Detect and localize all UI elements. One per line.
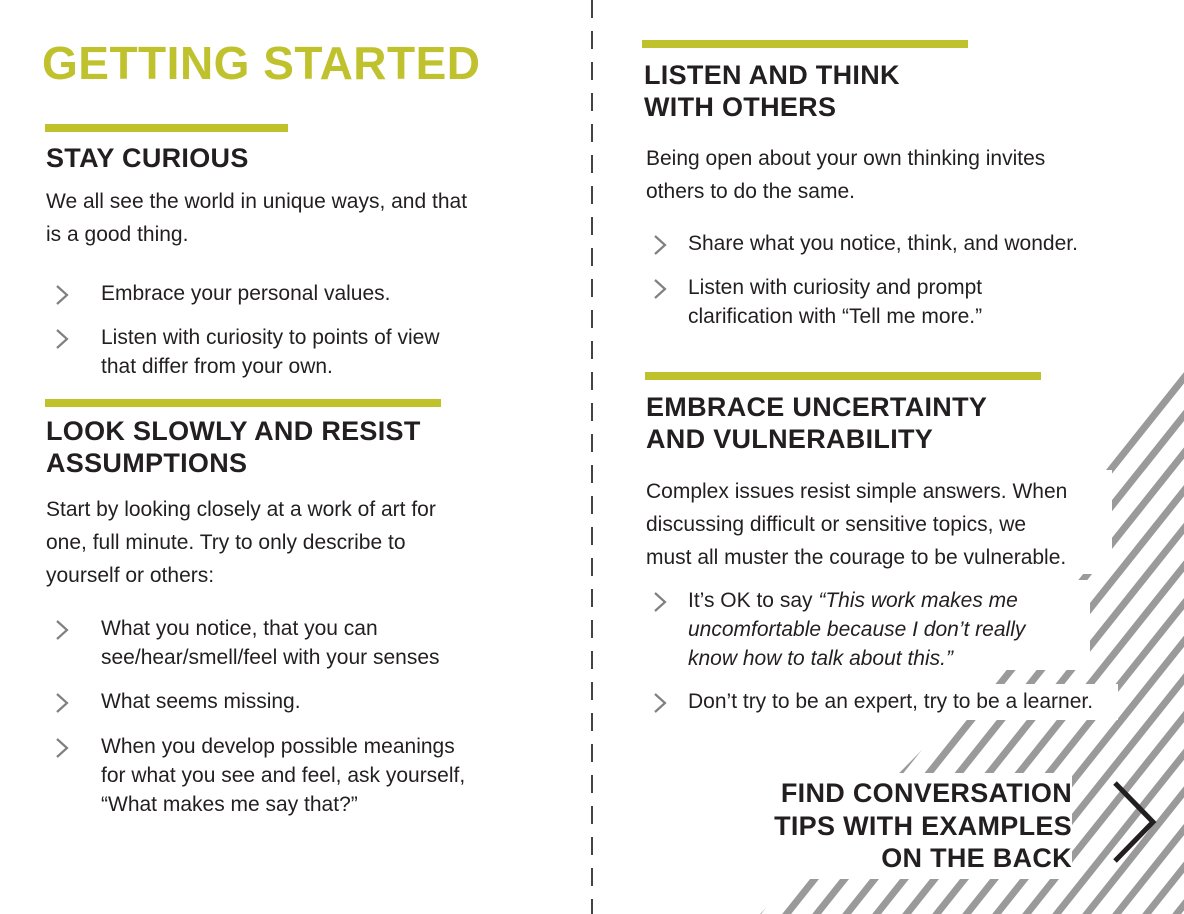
chevron-right-icon [653,693,667,713]
chevron-right-icon [653,279,667,299]
list-item: Listen with curiosity and prompt clarification with “Tell me more.” [653,273,1153,331]
list-item: Embrace your personal values. [55,279,525,308]
list-item: Don’t try to be an expert, try to be a learner. [653,687,1173,716]
chevron-right-icon [55,693,69,713]
accent-rule [642,40,968,48]
list-item: Share what you notice, think, and wonder. [653,229,1153,258]
chevron-right-icon [55,738,69,758]
section-heading-stay-curious: STAY CURIOUS [46,143,249,173]
list-item: It’s OK to say “This work makes me uncomfortable because I don’t really know how to talk about this.” [653,586,1153,673]
section-intro: Start by looking closely at a work of art for one, full minute. Try to only describe to yourself or others: [46,498,436,587]
section-heading-listen-think: LISTEN AND THINK WITH OTHERS [644,60,900,122]
list-item: What seems missing. [55,687,535,716]
chevron-right-icon [55,329,69,349]
chevron-right-icon [653,592,667,612]
section-intro: Being open about your own thinking invites others to do the same. [646,147,1046,203]
chevron-right-icon [653,235,667,255]
accent-rule [45,124,288,132]
section-intro: Complex issues resist simple answers. When discussing difficult or sensitive topics, we must all muster the courage to be vulnerable. [646,480,1068,569]
section-intro: We all see the world in unique ways, and that is a good thing. [46,190,468,246]
list-item: Listen with curiosity to points of view that differ from your own. [55,323,525,381]
back-side-callout: FIND CONVERSATION TIPS WITH EXAMPLES ON THE BACK [766,773,1072,879]
section-heading-embrace: EMBRACE UNCERTAINTY AND VULNERABILITY [646,392,988,454]
accent-rule [645,372,1041,380]
chevron-right-icon [1110,780,1158,864]
list-item: What you notice, that you can see/hear/smell/feel with your senses [55,614,535,672]
accent-rule [45,399,441,407]
list-item: When you develop possible meanings for what you see and feel, ask yourself, “What makes me say that?” [55,732,535,819]
section-heading-look-slowly: LOOK SLOWLY AND RESIST ASSUMPTIONS [46,416,421,478]
chevron-right-icon [55,620,69,640]
chevron-right-icon [55,285,69,305]
page-title: GETTING STARTED [42,37,481,89]
